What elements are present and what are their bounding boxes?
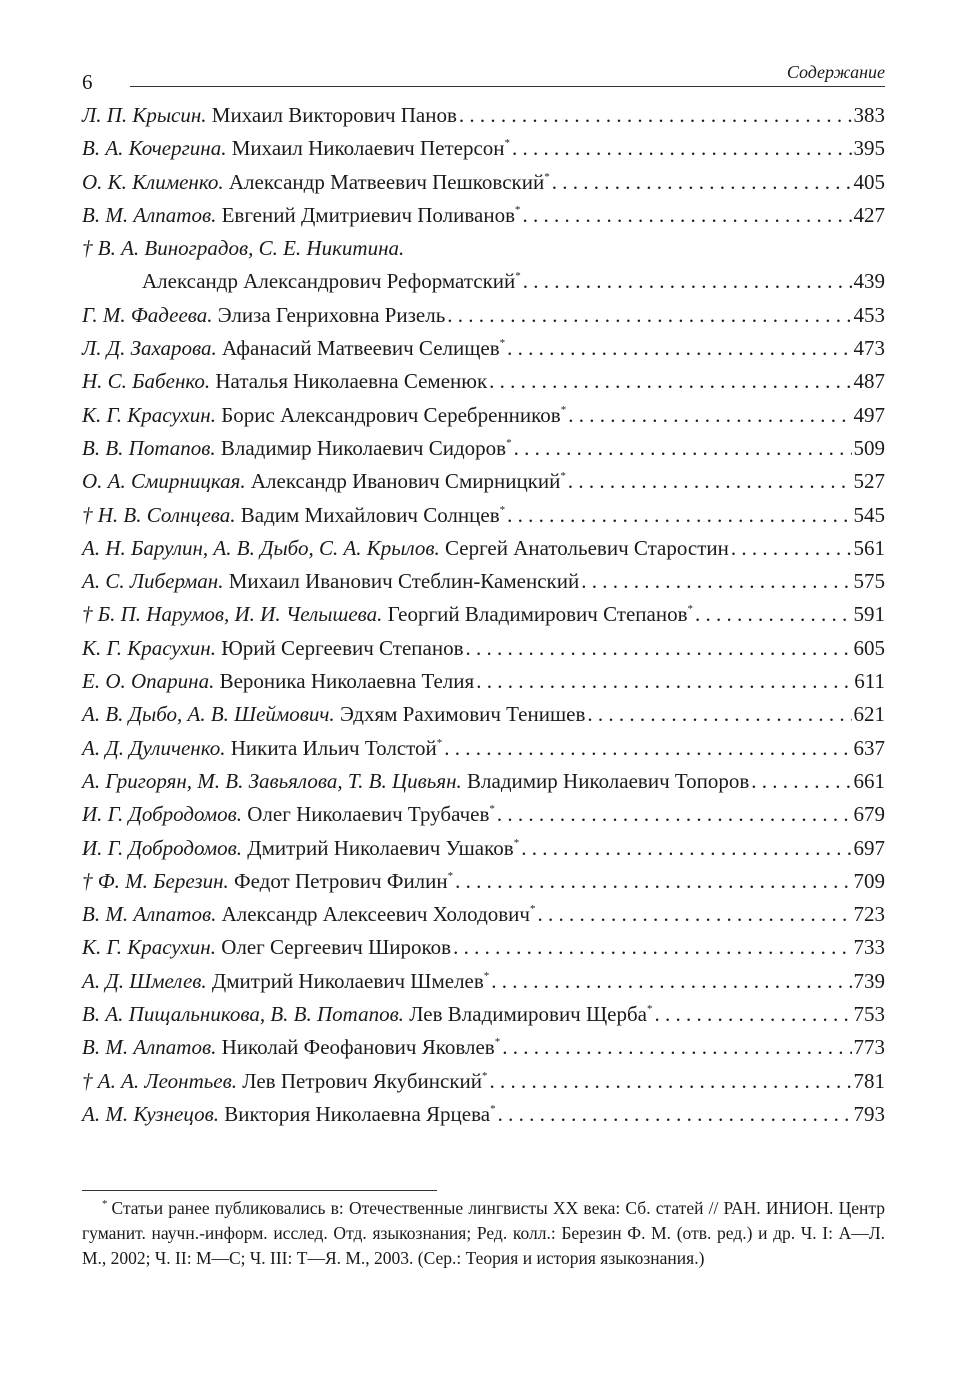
dot-leader (459, 99, 852, 132)
dot-leader (523, 199, 852, 232)
entry-subject: Сергей Анатольевич Старостин (445, 535, 729, 560)
toc-entry[interactable] (82, 1098, 885, 1131)
entry-authors: В. А. Пищальникова, В. В. Потапов. (82, 1002, 404, 1027)
entry-page: 487 (853, 369, 885, 394)
toc-entry[interactable] (82, 265, 885, 298)
entry-subject: Лев Владимирович Щерба (409, 1002, 648, 1027)
entry-page: 661 (853, 768, 885, 793)
entry-page: 605 (853, 635, 885, 660)
entry-authors: К. Г. Красухин. (82, 635, 216, 660)
entry-page: 509 (853, 435, 885, 460)
dot-leader (552, 166, 852, 199)
entry-subject: Николай Феофанович Яковлев (221, 1035, 495, 1060)
toc-entry[interactable] (82, 665, 885, 698)
entry-page: 405 (853, 169, 885, 194)
entry-subject: Георгий Владимирович Степанов (387, 602, 688, 627)
entry-page: 753 (853, 1002, 885, 1027)
entry-star: * (515, 270, 521, 283)
entry-subject: Александр Иванович Смирницкий (250, 469, 561, 494)
entry-authors: И. Г. Добродомов. (82, 802, 242, 827)
entry-authors: В. М. Алпатов. (82, 1035, 217, 1060)
entry-page: 575 (853, 569, 885, 594)
entry-page: 439 (853, 269, 885, 294)
entry-star: * (494, 1036, 501, 1049)
toc-entry[interactable] (82, 365, 885, 398)
entry-subject: Олег Николаевич Трубачев (247, 802, 490, 827)
toc-entry[interactable] (82, 765, 885, 798)
entry-subject: Михаил Иванович Стеблин-Каменский (228, 569, 580, 594)
toc-entry[interactable] (82, 99, 885, 132)
entry-authors: † А. А. Леонтьев. (82, 1068, 237, 1093)
toc-entry[interactable] (82, 632, 885, 665)
entry-star: * (504, 137, 511, 150)
entry-subject: Вероника Николаевна Телия (219, 669, 475, 694)
entry-page: 561 (853, 535, 885, 560)
entry-authors: Г. М. Фадеева. (82, 302, 213, 327)
header-rule (130, 86, 885, 87)
dot-leader (497, 798, 852, 831)
toc-entry[interactable] (82, 432, 885, 465)
dot-leader (491, 965, 851, 998)
entry-subject: Михаил Николаевич Петерсон (231, 136, 505, 161)
dot-leader (751, 765, 851, 798)
entry-page: 545 (853, 502, 885, 527)
entry-star: * (687, 603, 694, 616)
entry-page: 739 (853, 968, 885, 993)
entry-authors: Е. О. Опарина. (82, 669, 215, 694)
dot-leader (512, 132, 851, 165)
entry-subject: Элиза Генриховна Ризель (217, 302, 446, 327)
entry-subject: Александр Александрович Реформатский (142, 269, 516, 294)
toc-entry[interactable] (82, 332, 885, 365)
entry-subject: Лев Петрович Якубинский (242, 1068, 483, 1093)
toc-entry[interactable] (82, 698, 885, 731)
dot-leader (581, 565, 851, 598)
entry-subject: Борис Александрович Серебренников (221, 402, 561, 427)
entry-star: * (490, 1102, 496, 1115)
toc-entry[interactable] (82, 565, 885, 598)
dot-leader (466, 632, 852, 665)
dot-leader (490, 1065, 852, 1098)
dot-leader (695, 598, 851, 631)
entry-authors: В. М. Алпатов. (82, 202, 217, 227)
entry-authors: В. М. Алпатов. (82, 902, 217, 927)
toc-entry[interactable] (82, 1031, 885, 1064)
dot-leader (731, 532, 852, 565)
dot-leader (489, 365, 851, 398)
toc-entry[interactable] (82, 532, 885, 565)
footnote-mark: * (102, 1198, 108, 1210)
entry-subject: Дмитрий Николаевич Шмелев (211, 968, 484, 993)
entry-authors: † Ф. М. Березин. (82, 868, 229, 893)
entry-page: 773 (853, 1035, 885, 1060)
entry-authors: И. Г. Добродомов. (82, 835, 242, 860)
footnote-rule (82, 1190, 437, 1191)
entry-star: * (560, 403, 567, 416)
entry-subject: Вадим Михайлович Солнцев (240, 502, 500, 527)
toc-entry[interactable] (82, 998, 885, 1031)
entry-page: 527 (853, 469, 885, 494)
entry-authors: О. К. Клименко. (82, 169, 224, 194)
section-title: Содержание (786, 62, 885, 82)
entry-page: 591 (853, 602, 885, 627)
entry-page: 395 (853, 136, 885, 161)
dot-leader (537, 898, 851, 931)
entry-star: * (482, 1069, 488, 1082)
dot-leader (447, 299, 851, 332)
entry-star: * (529, 903, 536, 916)
dot-leader (507, 499, 851, 532)
entry-subject: Евгений Дмитриевич Поливанов (221, 202, 515, 227)
dot-leader (568, 399, 851, 432)
dot-leader (521, 832, 851, 865)
entry-page: 793 (853, 1101, 885, 1126)
toc-entry[interactable] (82, 1065, 885, 1098)
entry-star: * (515, 203, 521, 216)
entry-subject: Михаил Викторович Панов (211, 103, 457, 127)
entry-subject: Афанасий Матвеевич Селищев (222, 336, 500, 361)
dot-leader (502, 1031, 851, 1064)
entry-subject: Эдхям Рахимович Тенишев (339, 702, 586, 727)
toc-entry[interactable] (82, 732, 885, 765)
entry-authors: К. Г. Красухин. (82, 935, 216, 960)
entry-subject: Никита Ильич Толстой (230, 735, 437, 760)
entry-star: * (544, 170, 550, 183)
dot-leader (514, 432, 852, 465)
entry-authors: А. Д. Дуличенко. (82, 735, 226, 760)
entry-star: * (560, 470, 566, 483)
table-of-contents (82, 99, 885, 1131)
dot-leader (455, 865, 851, 898)
entry-page: 781 (853, 1068, 885, 1093)
toc-entry[interactable] (82, 931, 885, 964)
entry-authors: К. Г. Красухин. (82, 402, 216, 427)
entry-subject: Юрий Сергеевич Степанов (221, 635, 464, 660)
entry-authors: А. С. Либерман. (82, 569, 224, 594)
entry-star: * (436, 736, 443, 749)
entry-page: 621 (853, 702, 885, 727)
entry-page: 733 (853, 935, 885, 960)
entry-page: 697 (853, 835, 885, 860)
toc-entry[interactable] (82, 499, 885, 532)
entry-authors: Н. С. Бабенко. (82, 369, 211, 394)
entry-page: 497 (853, 402, 885, 427)
toc-entry[interactable] (82, 166, 885, 199)
entry-authors: † В. А. Виноградов, С. Е. Никитина. (82, 236, 405, 261)
toc-entry[interactable] (82, 299, 885, 332)
toc-entry[interactable] (82, 798, 885, 831)
entry-star: * (447, 869, 454, 882)
entry-page: 473 (853, 336, 885, 361)
toc-entry[interactable] (82, 865, 885, 898)
entry-authors: А. В. Дыбо, А. В. Шеймович. (82, 702, 335, 727)
entry-star: * (489, 803, 495, 816)
entry-page: 679 (853, 802, 885, 827)
entry-subject: Владимир Николаевич Топоров (467, 768, 750, 793)
entry-star: * (499, 503, 506, 516)
entry-authors: † Б. П. Нарумов, И. И. Челышева. (82, 602, 383, 627)
entry-authors: А. Н. Барулин, А. В. Дыбо, С. А. Крылов. (82, 535, 440, 560)
dot-leader (453, 931, 851, 964)
footnote-text: Статьи ранее публиковались в: Отечественные лингвисты XX века: Сб. статей // РАН. ИНИОН. Центр гуманит. научн.-информ. исслед. Отд. языкознания; Ред. колл.: Березин Ф. М. (отв. ред.) и др. Ч. I: А—Л. М., 2002; Ч. II: М—С; Ч. III: Т—Я. М., 2003. (Сер.: Теория и история языкознания.) (82, 1198, 885, 1268)
dot-leader (498, 1098, 852, 1131)
entry-page: 453 (853, 302, 885, 327)
entry-page: 611 (854, 669, 885, 694)
toc-entry[interactable] (82, 132, 885, 165)
entry-subject: Виктория Николаевна Ярцева (224, 1101, 491, 1126)
dot-leader (507, 332, 851, 365)
entry-page: 709 (853, 868, 885, 893)
entry-page: 637 (853, 735, 885, 760)
entry-authors: Л. П. Крысин. (82, 103, 207, 127)
entry-subject: Наталья Николаевна Семенюк (215, 369, 488, 394)
entry-authors: О. А. Смирницкая. (82, 469, 246, 494)
footnote (82, 1196, 885, 1271)
dot-leader (568, 465, 852, 498)
entry-page: 427 (853, 202, 885, 227)
entry-star: * (513, 836, 520, 849)
entry-subject: Владимир Николаевич Сидоров (220, 435, 507, 460)
entry-subject: Александр Матвеевич Пешковский (228, 169, 545, 194)
entry-subject: Олег Сергеевич Широков (221, 935, 452, 960)
entry-authors: А. Д. Шмелев. (82, 968, 207, 993)
entry-subject: Федот Петрович Филин (234, 868, 448, 893)
dot-leader (444, 732, 851, 765)
entry-page: 383 (853, 103, 885, 127)
entry-authors: † Н. В. Солнцева. (82, 502, 236, 527)
entry-star: * (483, 969, 490, 982)
toc-entry[interactable] (82, 898, 885, 931)
entry-authors: Л. Д. Захарова. (82, 336, 217, 361)
entry-authors: В. А. Кочергина. (82, 136, 227, 161)
entry-authors: А. М. Кузнецов. (82, 1101, 219, 1126)
entry-star: * (506, 436, 512, 449)
entry-subject: Дмитрий Николаевич Ушаков (247, 835, 514, 860)
toc-entry[interactable] (82, 399, 885, 432)
entry-star: * (647, 1003, 653, 1016)
dot-leader (655, 998, 852, 1031)
entry-subject: Александр Алексеевич Холодович (221, 902, 530, 927)
toc-entry[interactable] (82, 965, 885, 998)
dot-leader (523, 265, 852, 298)
dot-leader (476, 665, 852, 698)
entry-authors: А. Григорян, М. В. Завьялова, Т. В. Цивьян. (82, 768, 462, 793)
entry-authors: В. В. Потапов. (82, 435, 216, 460)
entry-star: * (499, 337, 506, 350)
toc-entry[interactable] (82, 199, 885, 232)
toc-entry[interactable] (82, 598, 885, 631)
dot-leader (587, 698, 851, 731)
toc-entry[interactable] (82, 465, 885, 498)
page-number: 6 (82, 70, 93, 94)
toc-entry[interactable] (82, 832, 885, 865)
entry-page: 723 (853, 902, 885, 927)
